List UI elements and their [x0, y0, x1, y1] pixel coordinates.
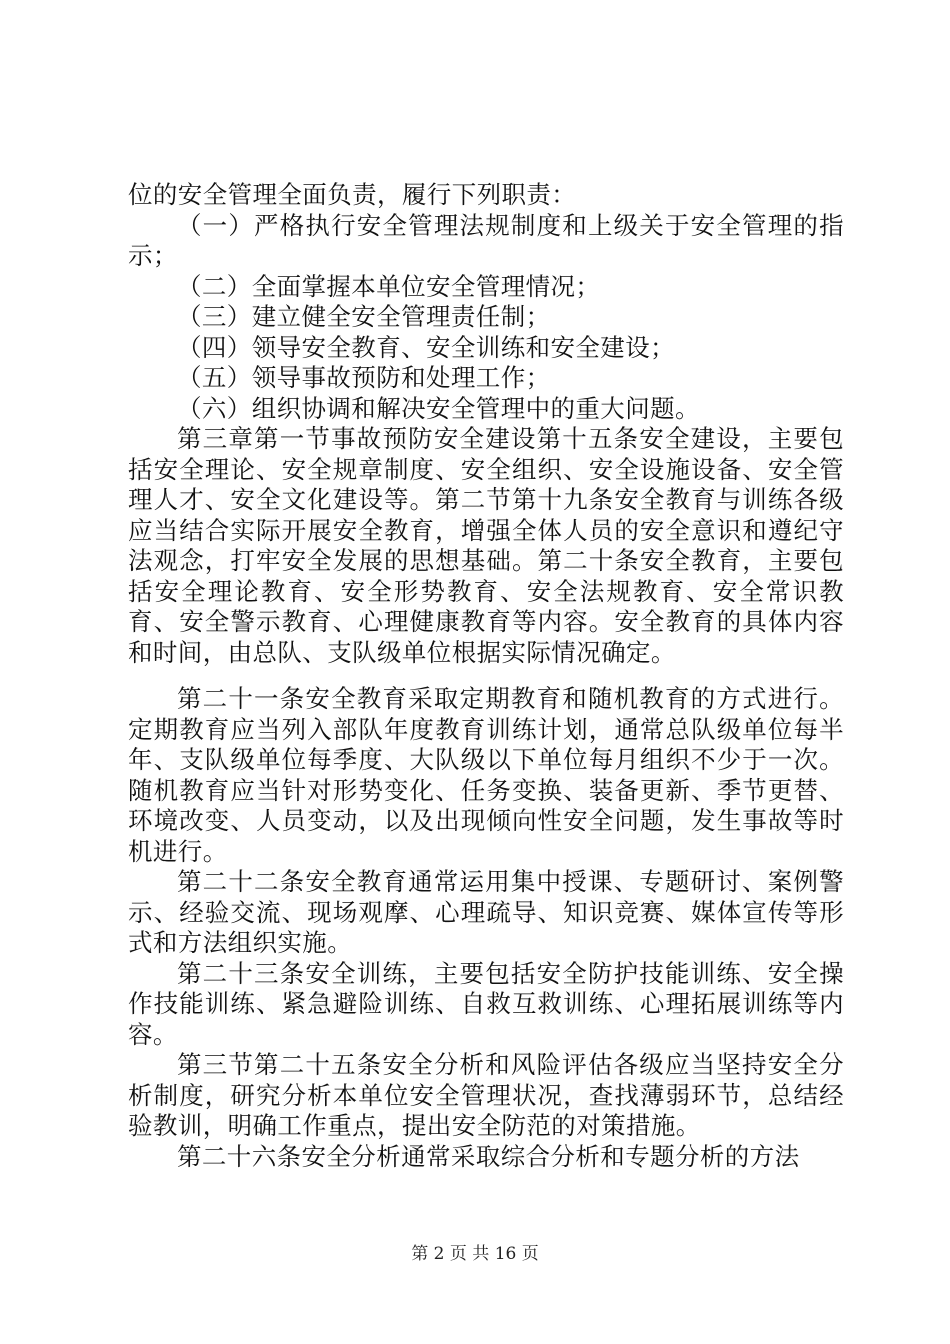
paragraph-article-21: 第二十一条安全教育采取定期教育和随机教育的方式进行。定期教育应当列入部队年度教育训练计划，通常总队级单位每半年、支队级单位每季度、大队级以下单位每月组织不少于一次。随机教育应当针对形势变化、任务变换、装备更新、季节更替、环境改变、人员变动，以及出现倾向性安全问题，发生事故等时机进行。	[128, 684, 844, 866]
paragraph-article-22: 第二十二条安全教育通常运用集中授课、专题研讨、案例警示、经验交流、现场观摩、心理疏导、知识竞赛、媒体宣传等形式和方法组织实施。	[128, 867, 844, 957]
paragraph-duty-1: （一）严格执行安全管理法规制度和上级关于安全管理的指示；	[128, 210, 844, 270]
paragraph-duty-4: （四）领导安全教育、安全训练和安全建设；	[177, 332, 675, 362]
paragraph-article-26: 第二十六条安全分析通常采取综合分析和专题分析的方法	[177, 1141, 800, 1171]
paragraph-duty-6: （六）组织协调和解决安全管理中的重大问题。	[177, 393, 700, 423]
paragraph-continuation: 位的安全管理全面负责，履行下列职责：	[128, 180, 577, 209]
paragraph-article-25: 第三节第二十五条安全分析和风险评估各级应当坚持安全分析制度，研究分析本单位安全管理状况，查找薄弱环节，总结经验教训，明确工作重点，提出安全防范的对策措施。	[128, 1050, 844, 1140]
paragraph-duty-3: （三）建立健全安全管理责任制；	[177, 302, 551, 331]
paragraph-duty-2: （二）全面掌握本单位安全管理情况；	[177, 271, 601, 301]
paragraph-article-23: 第二十三条安全训练，主要包括安全防护技能训练、安全操作技能训练、紧急避险训练、自救互救训练、心理拓展训练等内容。	[128, 958, 844, 1049]
paragraph-duty-5: （五）领导事故预防和处理工作；	[177, 363, 551, 392]
paragraph-chapter-3: 第三章第一节事故预防安全建设第十五条安全建设，主要包括安全理论、安全规章制度、安全组织、安全设施设备、安全管理人才、安全文化建设等。第二节第十九条安全教育与训练各级应当结合实际开展安全教育，增强全体人员的安全意识和遵纪守法观念，打牢安全发展的思想基础。第二十条安全教育，主要包括安全理论教育、安全形势教育、安全法规教育、安全常识教育、安全警示教育、心理健康教育等内容。安全教育的具体内容和时间，由总队、支队级单位根据实际情况确定。	[128, 424, 844, 667]
page-number-footer: 第 2 页 共 16 页	[411, 1244, 539, 1264]
document-body	[128, 180, 844, 1172]
